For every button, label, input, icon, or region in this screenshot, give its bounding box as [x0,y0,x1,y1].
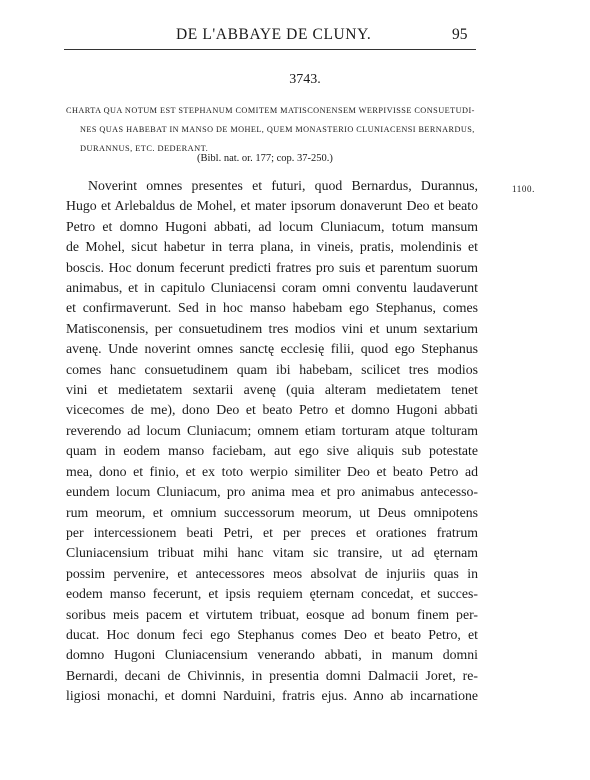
text-line: Hugo et Arlebaldus de Mohel, et mater ipsorum donaverunt Deo et beato [66,198,478,214]
header-rule [64,49,476,50]
text-line: ligiosi monachi, et domni Narduini, fratris ejus. Anno ab incarnatione [66,688,478,704]
text-line: et confirmaverunt. Sed in hoc manso habebam ego Stephanus, comes [66,300,478,316]
text-line: soribus meis pacem et virtutem tribuat, eosque ad bonum finem per- [66,606,478,622]
text-line: ducat. Hoc donum feci ego Stephanus comes Deo et beato Petro, et [66,626,478,642]
text-line: Bernardi, decani de Chivinnis, in presentia domni Dalmacii Joret, re- [66,667,478,683]
running-title: DE L'ABBAYE DE CLUNY. [176,26,372,43]
page-number: 95 [452,26,468,43]
running-head [0,26,590,46]
text-line: mea, dono et finio, et ex toto werpio similiter Deo et beato Petro ad [66,463,478,479]
text-line: vini et medietatem sextarii avenę (quia alteram medietatem tenet [66,382,478,398]
text-line: reverendo ad locum Cluniacum; omnem etiam torturam atque tolturam [66,422,478,438]
rubric-line: NES QUAS HABEBAT IN MANSO DE MOHEL, QUEM MONASTERIO CLUNIACENSI BERNARDUS, [80,125,475,134]
text-line: comes hanc consuetudinem quam ibi habebam, scilicet tres modios [66,361,478,377]
source-reference: (Bibl. nat. or. 177; cop. 37-250.) [197,153,333,164]
rubric-line: CHARTA QUA NOTUM EST STEPHANUM COMITEM MATISCONENSEM WERPIVISSE CONSUETUDI- [66,106,475,115]
text-line: Petro et domno Hugoni abbati, ad locum Cluniacum, totum mansum [66,218,478,234]
text-line: possim pervenire, et antecessores meos absolvat de injuriis quas in [66,565,478,581]
text-line: eodem manso fecerunt, et ipsis requiem ęternam concedat, et succes- [66,586,478,602]
text-line: eundem locum Cluniacum, pro anima mea et pro animabus antecesso- [66,484,478,500]
margin-date: 1100. [512,184,535,194]
text-line: animabus, et in capitulo Cluniacensi coram omni conventu laudaverunt [66,280,478,296]
charter-rubric [66,101,476,158]
text-line: Noverint omnes presentes et futuri, quod Bernardus, Durannus, [88,178,478,193]
text-line: vicecomes de me), dono Deo et beato Petro et domno Hugoni abbati [66,402,478,418]
text-line: rum meorum, et omnium successorum meorum, ut Deus omnipotens [66,504,478,520]
text-line: quam in eodem manso faciebam, aut ego sive aliquis sub potestate [66,443,478,459]
text-line: Matisconensis, per consuetudinem tres modios vini et unum sextarium [66,320,478,336]
text-line: Cluniacensium tribuat mihi hanc vitam sic transire, ut ad ęternam [66,545,478,561]
charter-number: 3743. [289,72,321,87]
text-line: boscis. Hoc donum fecerunt predicti fratres pro suis et parentum suorum [66,259,478,275]
charter-text [66,176,478,707]
text-line: de Mohel, sicut habetur in terra plana, in vineis, pratis, molendinis et [66,239,478,255]
text-line: per intercessionem beati Petri, et per preces et orationes fratrum [66,524,478,540]
text-line: domno Hugoni Cluniacensium venerando abbati, in manum domni [66,647,478,663]
rubric-line: DURANNUS, ETC. DEDERANT. [80,144,209,153]
text-line: avenę. Unde noverint omnes sanctę ecclesię filii, quod ego Stephanus [66,341,478,357]
